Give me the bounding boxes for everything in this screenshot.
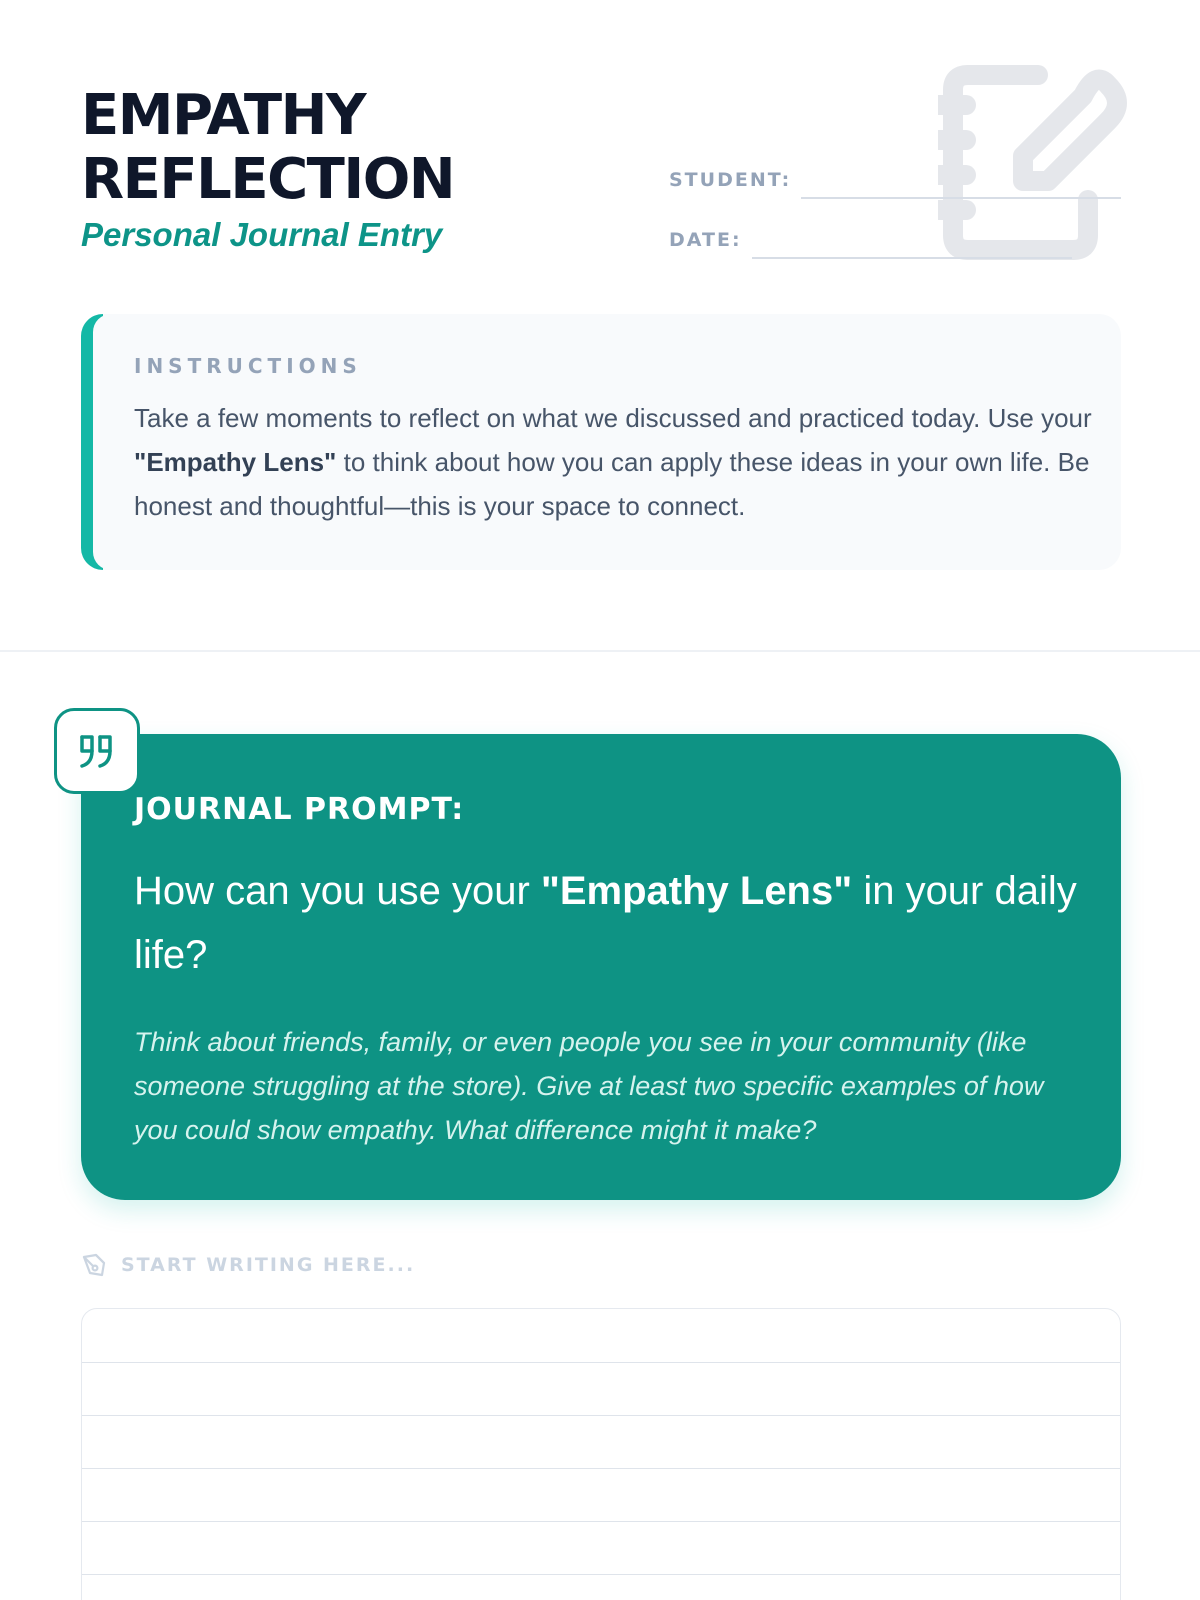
instructions-box xyxy=(81,314,1121,570)
date-label: DATE: xyxy=(669,229,742,251)
pen-icon xyxy=(81,1252,107,1278)
instructions-text: Take a few moments to reflect on what we discussed and practiced today. Use your "Empathy Lens" to think about how you can apply these ideas in your own life. Be honest and thoughtful—this is your space to connect. xyxy=(134,403,1092,521)
writing-label: START WRITING HERE... xyxy=(121,1254,416,1276)
writing-line xyxy=(82,1521,1121,1522)
prompt-question: How can you use your "Empathy Lens" in your daily life? xyxy=(134,869,1077,977)
empathy-lens-term: "Empathy Lens" xyxy=(134,447,337,477)
journal-prompt-card xyxy=(81,734,1121,1200)
worksheet-header xyxy=(0,0,1200,650)
page-title xyxy=(81,84,454,212)
date-field[interactable] xyxy=(752,257,1072,259)
writing-area[interactable] xyxy=(81,1308,1121,1600)
writing-line xyxy=(82,1468,1121,1469)
instructions-heading: INSTRUCTIONS xyxy=(134,354,362,378)
writing-line xyxy=(82,1574,1121,1575)
prompt-hint: Think about friends, family, or even people you see in your community (like someone struggling at the store). Give at least two specific examples of how you could show empathy. What difference might it make? xyxy=(134,1027,1044,1145)
page-subtitle: Personal Journal Entry xyxy=(81,216,443,253)
writing-line xyxy=(82,1415,1121,1416)
student-field[interactable] xyxy=(801,197,1121,199)
student-label: STUDENT: xyxy=(669,169,792,191)
notebook-pen-icon xyxy=(938,60,1138,265)
quote-badge xyxy=(54,708,140,794)
title-line-1: EMPATHY xyxy=(81,83,365,148)
prompt-label: JOURNAL PROMPT: xyxy=(134,792,465,827)
writing-prompt-row xyxy=(81,1252,415,1278)
title-line-2: REFLECTION xyxy=(81,147,455,212)
writing-line xyxy=(82,1362,1121,1363)
quote-icon xyxy=(78,733,116,769)
section-divider xyxy=(0,650,1200,652)
